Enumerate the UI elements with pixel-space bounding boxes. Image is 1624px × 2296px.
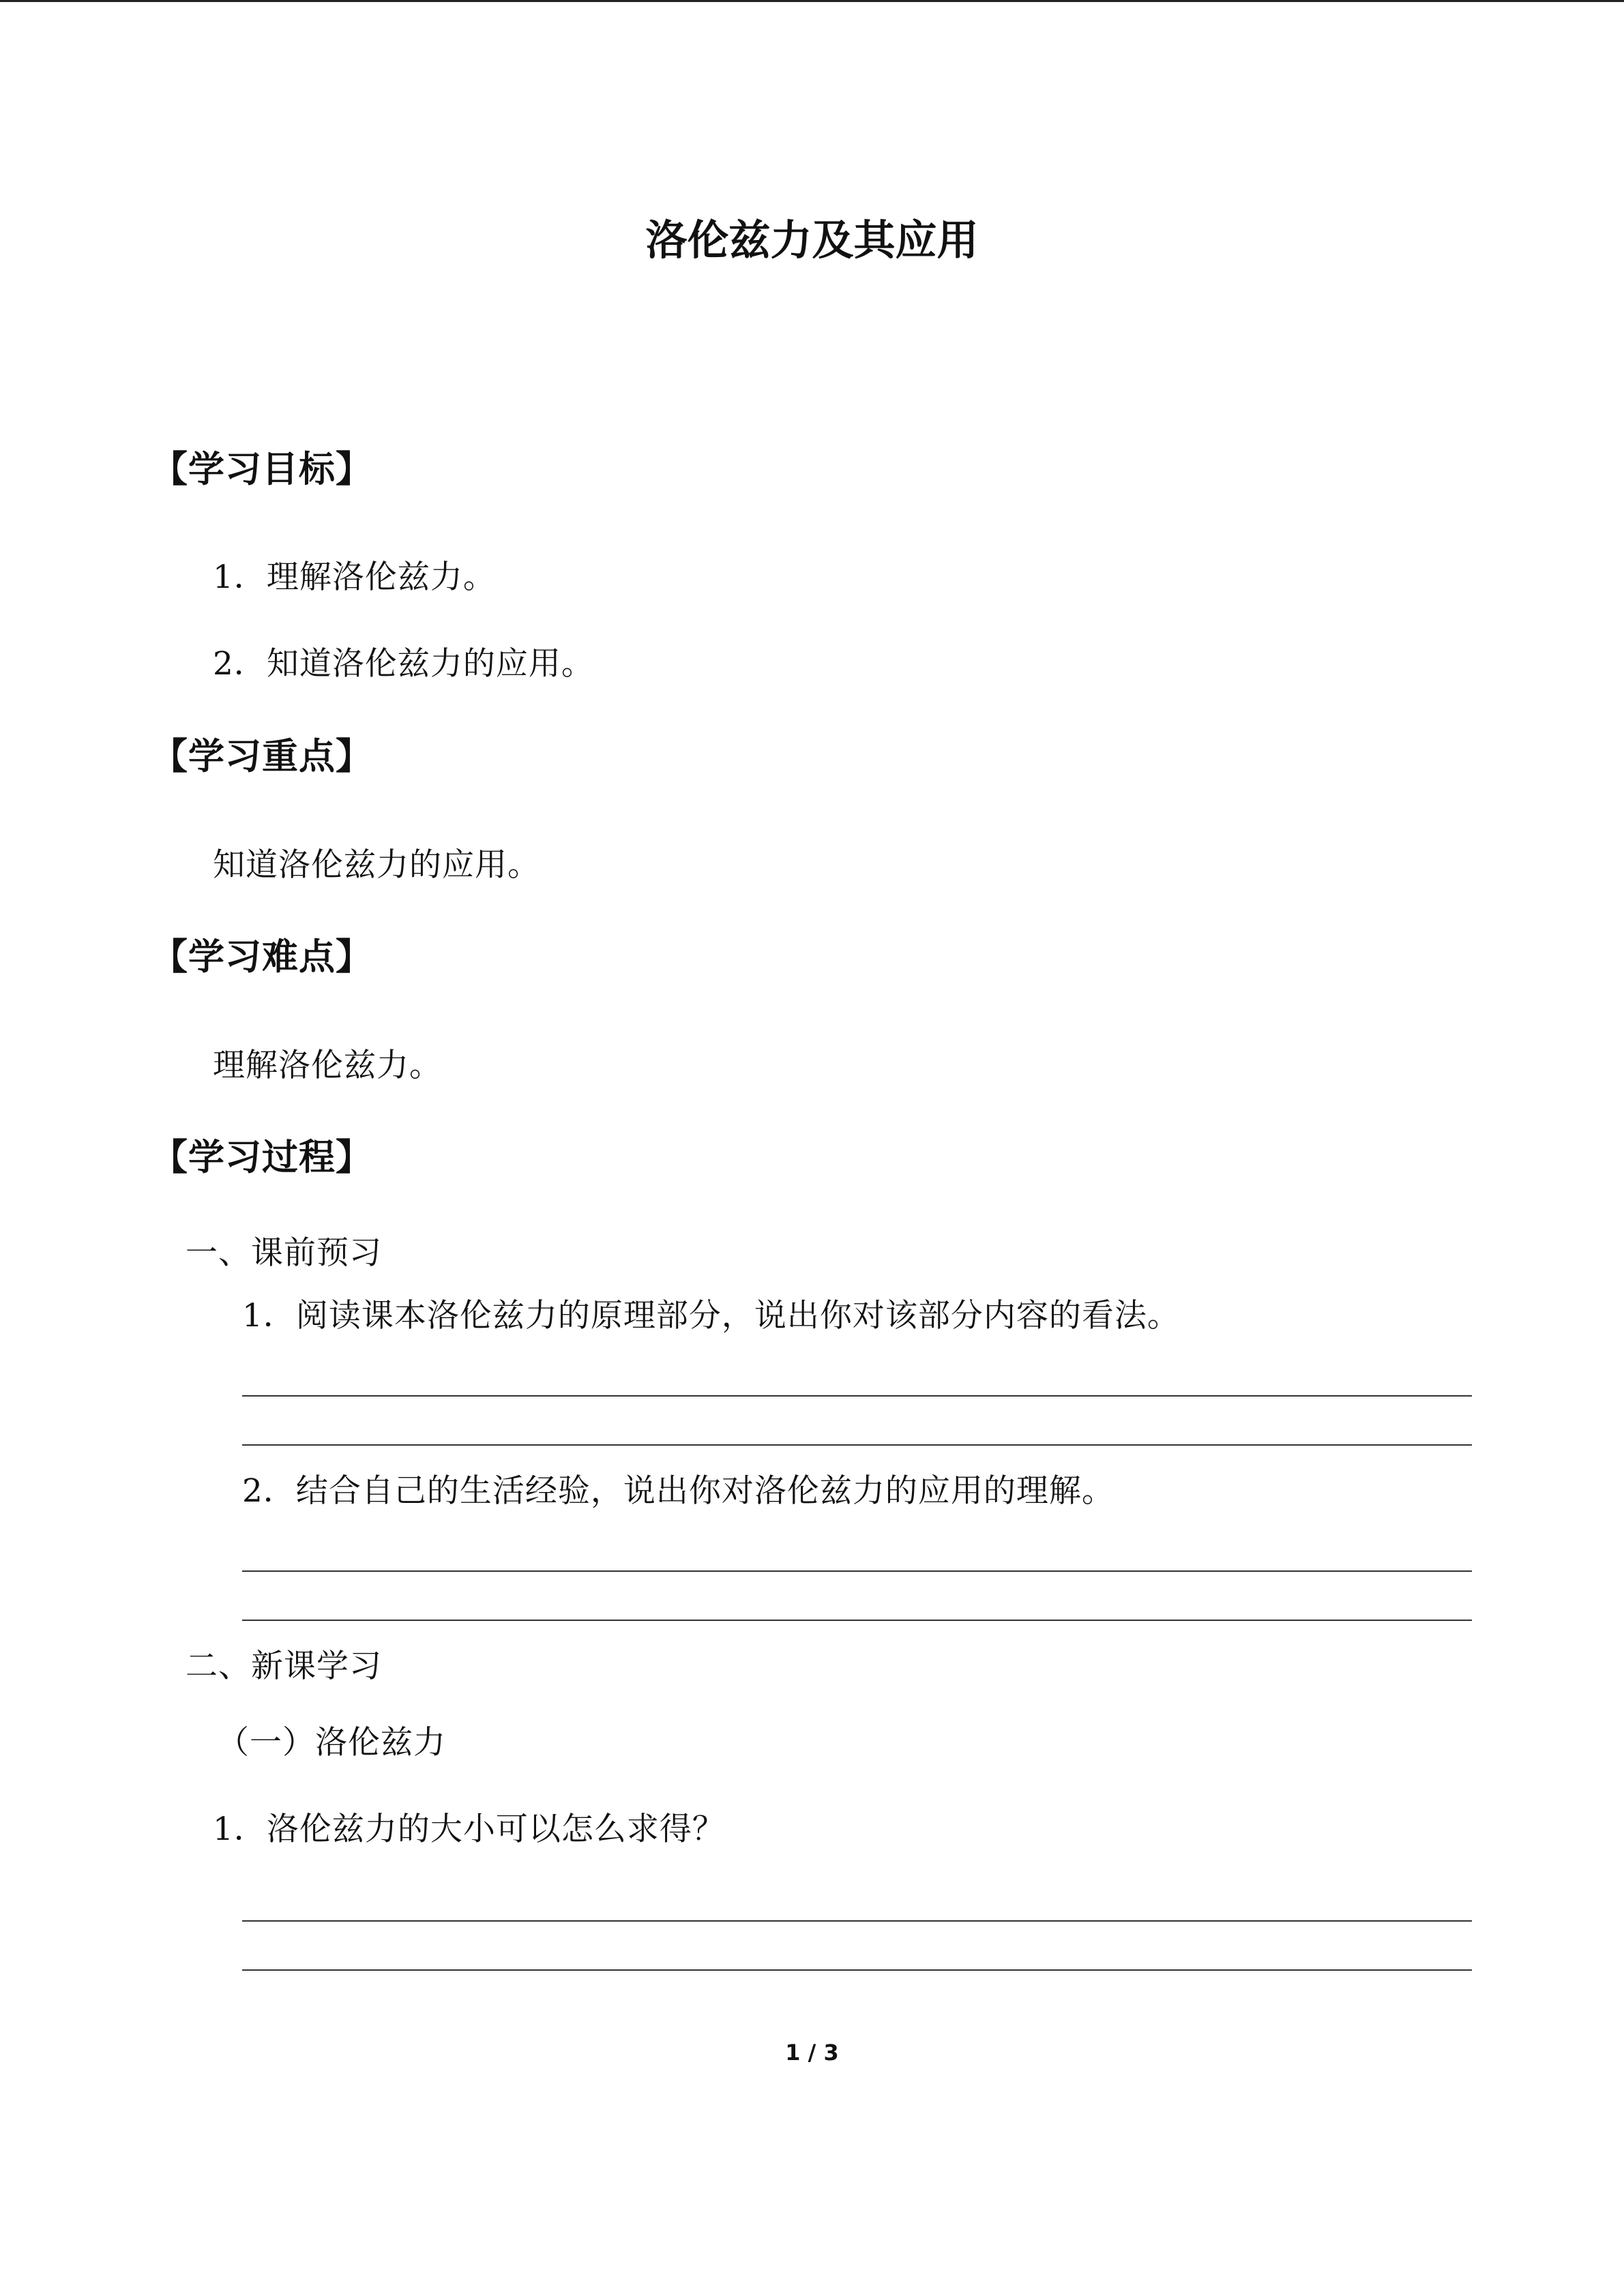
top-border [0, 0, 1624, 2]
answer-line[interactable] [242, 1620, 1472, 1621]
preview-question-1: 1．阅读课本洛伦兹力的原理部分，说出你对该部分内容的看法。 [242, 1297, 1180, 1335]
preview-label: 一、课前预习 [186, 1234, 382, 1272]
page-title: 洛伦兹力及其应用 [645, 216, 979, 265]
preview-question-2: 2．结合自己的生活经验，说出你对洛伦兹力的应用的理解。 [242, 1472, 1114, 1510]
page-number: 1 / 3 [785, 2040, 839, 2066]
difficulties-text: 理解洛伦兹力。 [213, 1047, 442, 1084]
process-heading: 【学习过程】 [151, 1136, 372, 1178]
answer-line[interactable] [242, 1395, 1472, 1397]
key-points-text: 知道洛伦兹力的应用。 [213, 846, 540, 884]
answer-line[interactable] [242, 1570, 1472, 1572]
answer-line[interactable] [242, 1920, 1472, 1922]
answer-line[interactable] [242, 1444, 1472, 1446]
new-lesson-question-1: 1．洛伦兹力的大小可以怎么求得？ [213, 1810, 725, 1848]
new-lesson-sub-label: （一）洛伦兹力 [217, 1724, 446, 1761]
objective-item-1: 1．理解洛伦兹力。 [213, 558, 496, 596]
new-lesson-label: 二、新课学习 [186, 1648, 382, 1685]
answer-line[interactable] [242, 1969, 1472, 1971]
key-points-heading: 【学习重点】 [151, 735, 372, 777]
difficulties-heading: 【学习难点】 [151, 936, 372, 978]
objective-item-2: 2．知道洛伦兹力的应用。 [213, 645, 594, 683]
objectives-heading: 【学习目标】 [151, 448, 372, 490]
